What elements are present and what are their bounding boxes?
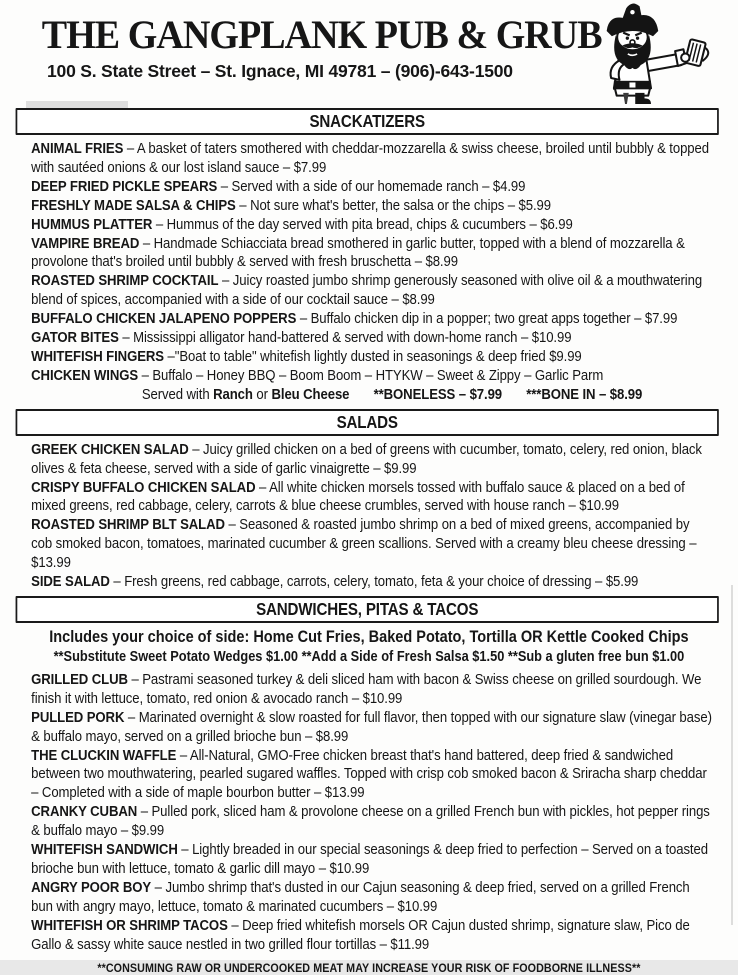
menu-item-whitefish-fingers: WHITEFISH FINGERS –"Boat to table" whitefish lightly dusted in seasonings & deep fried $9.99 [31,347,582,365]
menu-item-vampire-bread: VAMPIRE BREAD – Handmade Schiacciata bread smothered in garlic butter, topped with a blend of mozzarella & provolone that's broiled until bubbly & served with fresh bruschetta – $8.99 [31,234,685,271]
menu-item-whitefish-shrimp-tacos: WHITEFISH OR SHRIMP TACOS – Deep fried whitefish morsels OR Cajun dusted shrimp, signature slaw, Pico de Gallo & sassy white sauce nestled in two grilled flour tortillas – $11.99 [31,916,690,953]
scan-artifact [731,585,733,925]
menu-item-shrimp-cocktail: ROASTED SHRIMP COCKTAIL – Juicy roasted jumbo shrimp generously seasoned with olive oil & a mouthwatering blend of spices, accompanied with a side of our cocktail sauce – $8.99 [31,272,703,309]
menu-item-grilled-club: GRILLED CLUB – Pastrami seasoned turkey & deli sliced ham with bacon & Swiss cheese on grilled sourdough. We finish it with lettuce, tomato, red onion & avocado ranch – $10.99 [31,670,702,707]
section-header-sandwiches [16,596,719,623]
menu-header [0,0,738,104]
menu-item-greek-chicken-salad: GREEK CHICKEN SALAD – Juicy grilled chicken on a bed of greens with cucumber, tomato, celery, red onion, black olives & feta cheese, served with a side of garlic vinaigrette – $9.99 [31,440,702,477]
section-header-salads [16,409,719,436]
section-title: SANDWICHES, PITAS & TACOS [256,598,479,619]
section-title: SNACKATIZERS [309,111,425,131]
menu-item-crispy-buffalo-salad: CRISPY BUFFALO CHICKEN SALAD – All white chicken morsels tossed with buffalo sauce & placed on a bed of mixed greens, red cabbage, celery, carrots & blue cheese crumbles, served with house ranch – $10.99 [31,478,685,515]
sides-note: Includes your choice of side: Home Cut Fries, Baked Potato, Tortilla OR Kettle Cooked Chips [49,626,689,646]
menu-item-cranky-cuban: CRANKY CUBAN – Pulled pork, sliced ham & provolone cheese on a grilled French bun with pickles, hot pepper rings & buffalo mayo – $9.99 [31,803,710,840]
sandwiches-items [0,669,738,955]
menu-item-cluckin-waffle: THE CLUCKIN WAFFLE – All-Natural, GMO-Free chicken breast that's hand battered, deep fried & sandwiched between two mouthwatering, pearled sugared waffles. Topped with crisp cob smoked bacon & Sriracha sharp cheddar – Completed with a side of maple bourbon butter – $13.99 [31,746,707,802]
menu-item-side-salad: SIDE SALAD – Fresh greens, red cabbage, carrots, celery, tomato, feta & your choice of dressing – $5.99 [31,573,639,591]
menu-item-animal-fries: ANIMAL FRIES – A basket of taters smothered with cheddar-mozzarella & swiss cheese, broiled until bubbly & topped with sautéed onions & our lost island sauce – $7.99 [31,140,709,176]
menu-item-hummus-platter: HUMMUS PLATTER – Hummus of the day served with pita bread, chips & cucumbers – $6.99 [31,215,573,233]
menu-item-chicken-wings: CHICKEN WINGS – Buffalo – Honey BBQ – Boom Boom – HTYKW – Sweet & Zippy – Garlic Parm [31,366,604,384]
pirate-mascot-icon [580,2,722,104]
substitutions-note: **Substitute Sweet Potato Wedges $1.00 **Add a Side of Fresh Salsa $1.50 **Sub a gluten free bun $1.00 [53,648,685,665]
section-title: SALADS [336,411,398,432]
menu-body [0,108,738,975]
scan-artifact [26,101,128,108]
snackatizers-items [0,138,738,405]
menu-item-jalapeno-poppers: BUFFALO CHICKEN JALAPENO POPPERS – Buffalo chicken dip in a popper; two great apps together – $7.99 [31,310,678,328]
menu-item-pulled-pork: PULLED PORK – Marinated overnight & slow roasted for full flavor, then topped with our signature slaw (vinegar base) & buffalo mayo, served on a grilled brioche bun – $8.99 [31,708,712,745]
menu-item-shrimp-blt-salad: ROASTED SHRIMP BLT SALAD – Seasoned & roasted jumbo shrimp on a bed of mixed greens, accompanied by cob smoked bacon, tomatoes, marinated cucumber & green scallions. Served with a creamy bleu cheese dressing – $13.99 [31,516,697,572]
chicken-wings-note: Served with Ranch or Bleu Cheese **BONELESS – $7.99 ***BONE IN – $8.99 [141,385,643,403]
section-header-snackatizers [16,108,719,135]
menu-item-gator-bites: GATOR BITES – Mississippi alligator hand-battered & served with down-home ranch – $10.99 [31,329,572,347]
menu-item-whitefish-sandwich: WHITEFISH SANDWICH – Lightly breaded in our special seasonings & deep fried to perfection – Served on a toasted brioche bun with lettuce, tomato & garlic dill mayo – $10.99 [31,841,708,877]
salads-items [0,439,738,592]
menu-item-salsa-chips: FRESHLY MADE SALSA & CHIPS – Not sure what's better, the salsa or the chips – $5.99 [31,196,551,214]
menu-item-angry-poor-boy: ANGRY POOR BOY – Jumbo shrimp that's dusted in our Cajun seasoning & deep fried, served on a grilled French bun with angry mayo, lettuce, tomato & marinated cucumbers – $10.99 [31,878,690,915]
restaurant-address: 100 S. State Street – St. Ignace, MI 49781 – (906)-643-1500 [47,60,513,81]
menu-item-pickle-spears: DEEP FRIED PICKLE SPEARS – Served with a side of our homemade ranch – $4.99 [31,177,526,195]
restaurant-name: THE GANGPLANK PUB & GRUB [41,12,602,57]
foodborne-illness-disclaimer: **CONSUMING RAW OR UNDERCOOKED MEAT MAY INCREASE YOUR RISK OF FOODBORNE ILLNESS** [97,960,641,975]
